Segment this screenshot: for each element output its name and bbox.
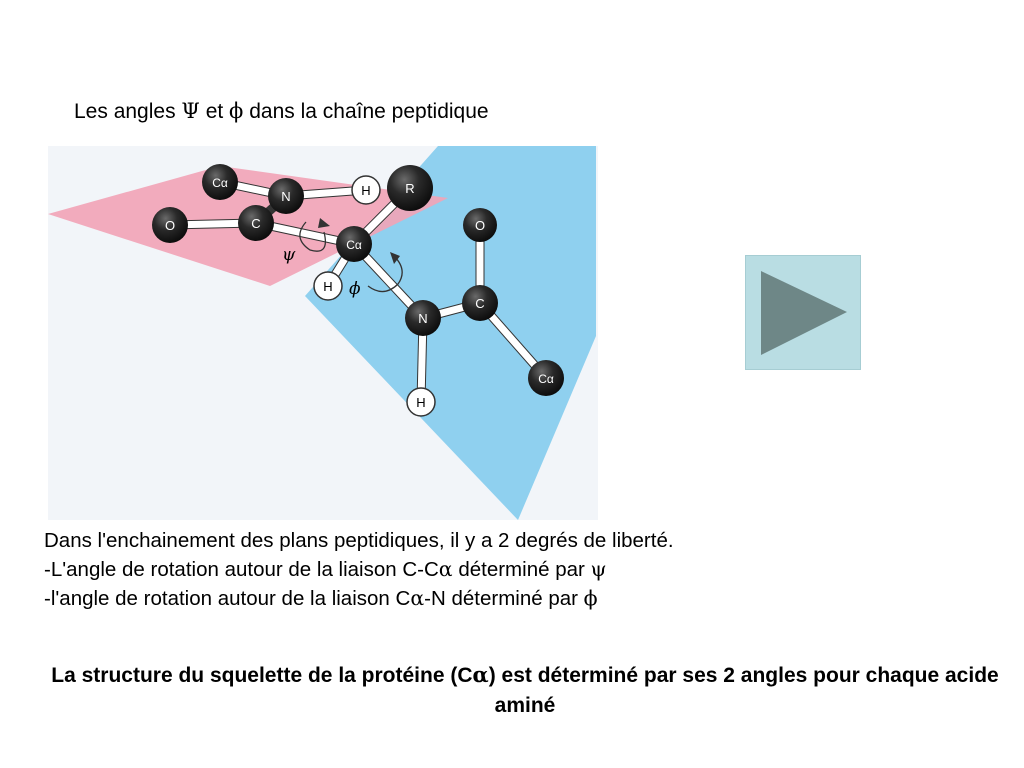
atom-ca-top-left — [202, 164, 238, 200]
atom-o-right — [463, 208, 497, 242]
body-line-3 — [44, 584, 674, 613]
atom-o-right-label: O — [474, 218, 486, 233]
title-suffix: dans la chaîne peptidique — [249, 100, 489, 123]
conclusion-suffix: ) est déterminé par ses 2 angles pour chaque acide aminé — [488, 664, 999, 717]
play-button[interactable] — [745, 255, 861, 370]
atom-n-center — [405, 300, 441, 336]
body-line-2 — [44, 555, 674, 584]
atom-c-left — [238, 205, 274, 241]
body-line-2-psi-symbol: ψ — [590, 557, 607, 581]
atom-ca-top-left-label: Cα — [212, 176, 228, 190]
body-line-2-mid: déterminé par — [452, 558, 591, 581]
body-text — [44, 526, 674, 613]
atom-ca-center-label: Cα — [346, 238, 362, 252]
atom-h-top-label: H — [361, 183, 371, 198]
title-phi-symbol: ϕ — [229, 99, 244, 123]
body-line-3-phi-symbol: ϕ — [583, 586, 598, 610]
conclusion-prefix: La structure du squelette de la protéine (C — [51, 664, 473, 687]
phi-angle-label: ϕ — [349, 279, 361, 299]
atom-ca-right — [528, 360, 564, 396]
body-line-3-alpha: α — [410, 586, 425, 610]
atom-r — [387, 165, 433, 211]
atom-n-top-label: N — [281, 189, 291, 204]
atom-c-left-label: C — [251, 216, 261, 231]
atom-ca-right-label: Cα — [538, 372, 554, 386]
atom-n-top — [268, 178, 304, 214]
atom-o-left — [152, 207, 188, 243]
conclusion-text — [40, 660, 1010, 721]
title-middle: et — [205, 100, 224, 123]
atom-c-right — [462, 285, 498, 321]
title-psi-symbol: Ψ — [181, 99, 200, 123]
body-line-3-mid: -N déterminé par — [424, 587, 584, 610]
body-line-1: Dans l'enchainement des plans peptidiques, il y a 2 degrés de liberté. — [44, 529, 674, 552]
title-prefix: Les angles — [74, 100, 176, 123]
atom-n-center-label: N — [418, 311, 428, 326]
atom-o-left-label: O — [164, 218, 176, 233]
atom-h-top — [352, 176, 380, 204]
atom-h-center — [314, 272, 342, 300]
atom-h-bottom — [407, 388, 435, 416]
atom-ca-center — [336, 226, 372, 262]
slide-title — [74, 99, 489, 124]
body-line-2-prefix: -L'angle de rotation autour de la liaison C-C — [44, 558, 439, 581]
body-line-3-prefix: -l'angle de rotation autour de la liaison C — [44, 587, 411, 610]
atom-h-center-label: H — [323, 279, 333, 294]
atom-h-bottom-label: H — [416, 395, 426, 410]
play-icon — [746, 256, 860, 369]
body-line-2-alpha: α — [438, 557, 453, 581]
conclusion-alpha: α — [472, 662, 489, 687]
peptide-figure — [48, 146, 598, 520]
atom-c-right-label: C — [475, 296, 485, 311]
psi-angle-label: ψ — [282, 245, 296, 265]
atom-r-label: R — [405, 181, 415, 196]
